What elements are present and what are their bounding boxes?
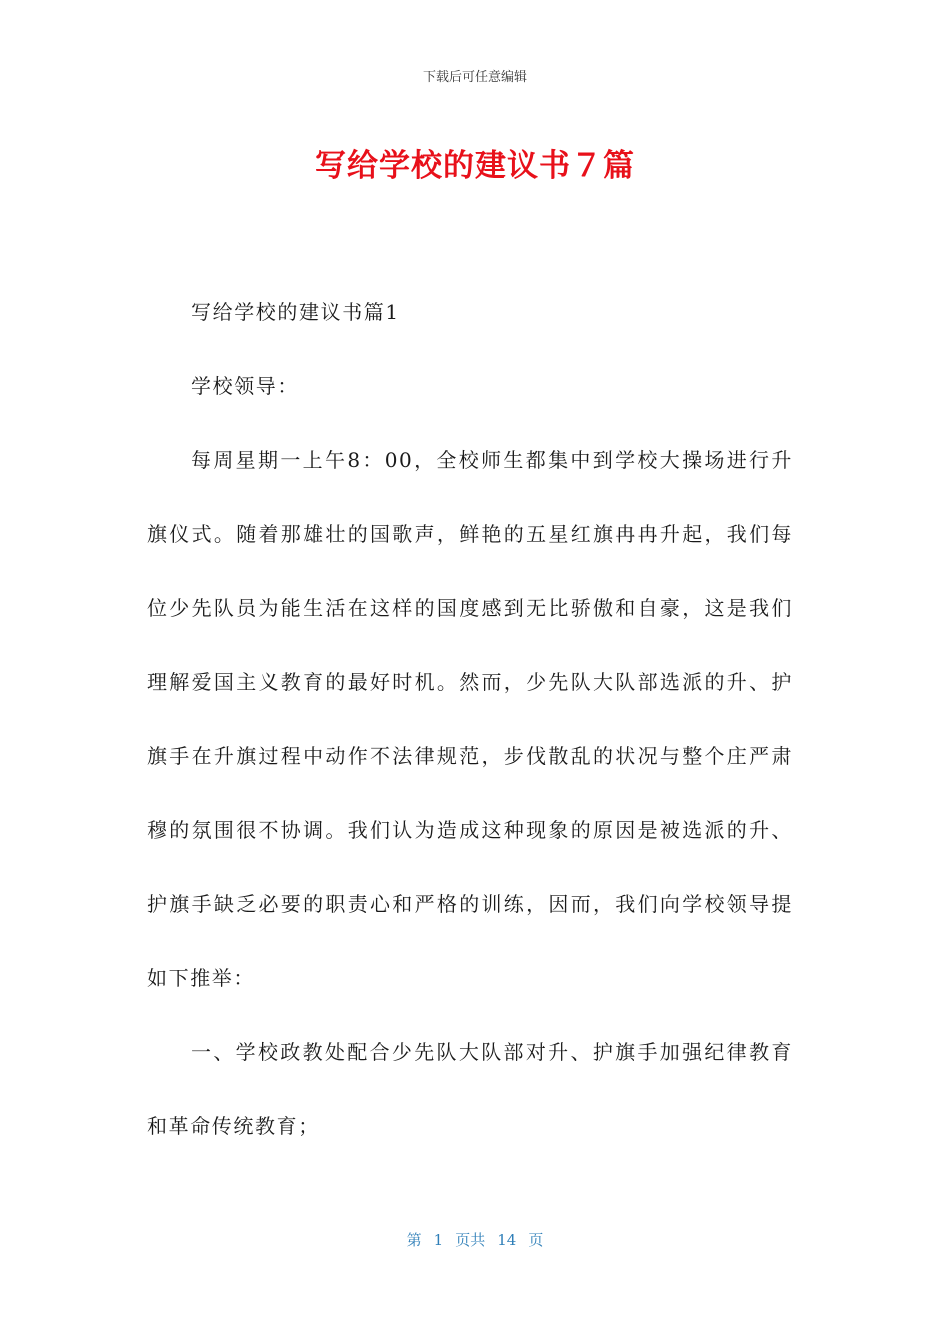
footer-page-suffix: 页	[528, 1231, 544, 1249]
footer-page-mid: 页共	[455, 1231, 486, 1249]
body-paragraph: 每周星期一上午8：00，全校师生都集中到学校大操场进行升旗仪式。随着那雄壮的国歌声，鲜艳的五星红旗冉冉升起，我们每位少先队员为能生活在这样的国度感到无比骄傲和自豪，这是我们理解爱国主义教育的最好时机。然而，少先队大队部选派的升、护旗手在升旗过程中动作不法律规范，步伐散乱的状况与整个庄严肃穆的氛围很不协调。我们认为造成这种现象的原因是被选派的升、护旗手缺乏必要的职责心和严格的训练，因而，我们向学校领导提如下推举：	[147, 448, 793, 990]
section-heading: 写给学校的建议书篇1	[191, 300, 400, 324]
footer-page-prefix: 第	[406, 1231, 422, 1249]
body-paragraph: 一、学校政教处配合少先队大队部对升、护旗手加强纪律教育和革命传统教育；	[147, 1040, 793, 1138]
footer-page-number: 1	[433, 1231, 444, 1249]
document-body	[147, 275, 793, 1163]
document-title: 写给学校的建议书７篇	[315, 148, 635, 184]
salutation: 学校领导：	[191, 374, 299, 398]
footer-total-pages: 14	[497, 1231, 517, 1249]
page-footer	[0, 1229, 950, 1250]
header-note: 下载后可任意编辑	[422, 70, 527, 85]
